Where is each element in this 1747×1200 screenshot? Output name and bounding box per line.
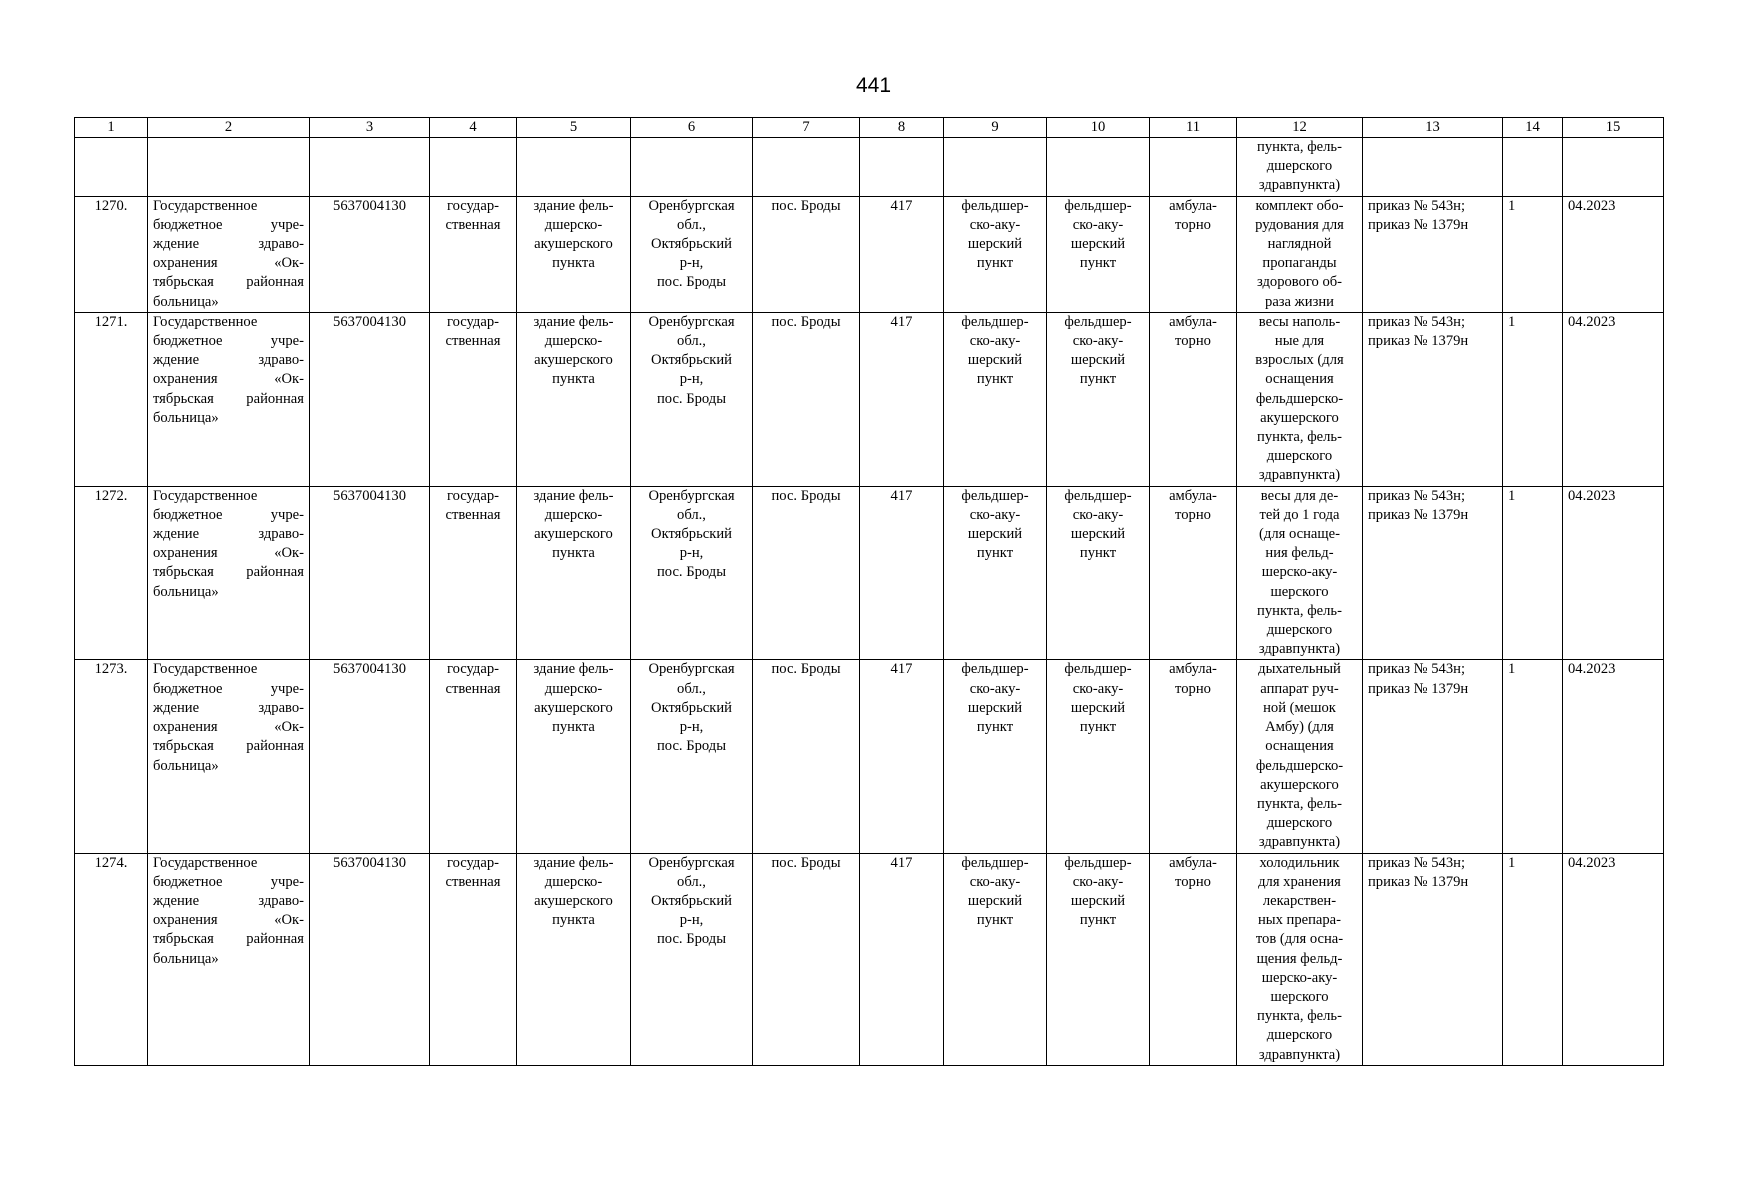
cell-code: 417 xyxy=(860,486,944,660)
cell-building: здание фель- дшерско- акушерского пункта xyxy=(533,197,614,272)
cell-unit-type-2: фельдшер- ско-аку- шерский пункт xyxy=(1064,313,1132,388)
col-header-8: 8 xyxy=(860,118,944,138)
cell-qty: 1 xyxy=(1503,853,1563,1065)
cell-unit-type: фельдшер- ско-аку- шерский пункт xyxy=(961,197,1029,272)
cell-unit-type-2: фельдшер- ско-аку- шерский пункт xyxy=(1064,197,1132,272)
cell-orders: приказ № 543н; приказ № 1379н xyxy=(1368,313,1469,350)
registry-table xyxy=(74,117,1664,1066)
col-header-2: 2 xyxy=(148,118,310,138)
cell-care: амбула- торно xyxy=(1169,661,1217,697)
cell-date: 04.2023 xyxy=(1563,660,1664,853)
cell-locality: пос. Броды xyxy=(753,660,860,853)
cell-org: Государственное бюджетное учре-ждение здраво-охранения «Ок-тябрьская районная больница» xyxy=(148,486,310,660)
cell-ownership: государ- ственная xyxy=(445,854,501,890)
cell-date: 04.2023 xyxy=(1563,486,1664,660)
col-header-15: 15 xyxy=(1563,118,1664,138)
col-header-1: 1 xyxy=(75,118,148,138)
cell-equipment: дыхательный аппарат руч- ной (мешок Амбу) (для оснащения фельдшерско- акушерского пункта, фель- дшерского здравпункта) xyxy=(1255,661,1344,851)
cell-locality: пос. Броды xyxy=(753,486,860,660)
cell-inn: 5637004130 xyxy=(310,196,430,312)
cell-unit-type-2: фельдшер- ско-аку- шерский пункт xyxy=(1064,487,1132,562)
cell-address: Оренбургская обл., Октябрьский р-н, пос. Броды xyxy=(648,197,735,291)
cell-unit-type: фельдшер- ско-аку- шерский пункт xyxy=(961,661,1029,736)
cell-num: 1273. xyxy=(75,660,148,853)
cell-locality: пос. Броды xyxy=(753,312,860,486)
table-row xyxy=(75,660,1664,853)
cell-unit-type-2: фельдшер- ско-аку- шерский пункт xyxy=(1064,661,1132,736)
cell-equipment: весы для де- тей до 1 года (для оснаще- ния фельд- шерско-аку- шерского пункта, фель- дшерского здравпункта) xyxy=(1257,487,1342,658)
cell-orders: приказ № 543н; приказ № 1379н xyxy=(1368,197,1469,233)
cell-address: Оренбургская обл., Октябрьский р-н, пос. Броды xyxy=(648,487,735,581)
cell-locality: пос. Броды xyxy=(753,196,860,312)
cell-qty: 1 xyxy=(1503,486,1563,660)
cell-ownership: государ- ственная xyxy=(445,487,501,523)
col-header-10: 10 xyxy=(1047,118,1150,138)
cell-num: 1270. xyxy=(75,196,148,312)
cell-inn: 5637004130 xyxy=(310,312,430,486)
cell-unit-type: фельдшер- ско-аку- шерский пункт xyxy=(961,313,1029,388)
col-header-3: 3 xyxy=(310,118,430,138)
cell-code: 417 xyxy=(860,312,944,486)
cell-building: здание фель- дшерско- акушерского пункта xyxy=(533,487,614,562)
cell-building: здание фель- дшерско- акушерского пункта xyxy=(533,854,614,929)
cell-org: Государственное бюджетное учре-ждение здраво-охранения «Ок-тябрьская районная больница» xyxy=(148,660,310,853)
col-header-4: 4 xyxy=(430,118,517,138)
cell-inn: 5637004130 xyxy=(310,660,430,853)
col-header-14: 14 xyxy=(1503,118,1563,138)
cell-num: 1271. xyxy=(75,312,148,486)
col-header-11: 11 xyxy=(1150,118,1237,138)
cell-unit-type-2: фельдшер- ско-аку- шерский пункт xyxy=(1064,854,1132,929)
cell-code: 417 xyxy=(860,196,944,312)
table-row xyxy=(75,486,1664,660)
cell-unit-type: фельдшер- ско-аку- шерский пункт xyxy=(961,487,1029,562)
cell-care: амбула- торно xyxy=(1169,854,1217,890)
table-row xyxy=(75,853,1664,1065)
cell-equipment: холодильник для хранения лекарствен- ных препара- тов (для осна- щения фельд- шерско-аку- шерского пункта, фель- дшерского здравпункта) xyxy=(1255,854,1344,1063)
cell-ownership: государ- ственная xyxy=(445,661,501,697)
cell-code: 417 xyxy=(860,660,944,853)
cell-care: амбула- торно xyxy=(1169,197,1217,233)
cell-orders: приказ № 543н; приказ № 1379н xyxy=(1368,854,1469,890)
cell-ownership: государ- ственная xyxy=(445,313,501,350)
cell-inn: 5637004130 xyxy=(310,486,430,660)
cell-ownership: государ- ственная xyxy=(445,197,501,233)
continuation-row xyxy=(75,138,1664,197)
table-row xyxy=(75,312,1664,486)
cell-code: 417 xyxy=(860,853,944,1065)
col-header-7: 7 xyxy=(753,118,860,138)
header-row xyxy=(75,118,1664,138)
cell-qty: 1 xyxy=(1503,312,1563,486)
cell-qty: 1 xyxy=(1503,196,1563,312)
cell-address: Оренбургская обл., Октябрьский р-н, пос. Броды xyxy=(648,661,735,755)
cell-address: Оренбургская обл., Октябрьский р-н, пос. Броды xyxy=(648,854,735,948)
cell-num: 1274. xyxy=(75,853,148,1065)
cell-orders: приказ № 543н; приказ № 1379н xyxy=(1368,661,1469,697)
cell-org: Государственное бюджетное учре-ждение здраво-охранения «Ок-тябрьская районная больница» xyxy=(148,853,310,1065)
cell-num: 1272. xyxy=(75,486,148,660)
col-header-9: 9 xyxy=(944,118,1047,138)
cell-date: 04.2023 xyxy=(1563,853,1664,1065)
cell-building: здание фель- дшерско- акушерского пункта xyxy=(533,661,614,736)
cell-inn: 5637004130 xyxy=(310,853,430,1065)
cell-org: Государственное бюджетное учре-ждение здраво-охранения «Ок-тябрьская районная больница» xyxy=(148,196,310,312)
col-header-12: 12 xyxy=(1237,118,1363,138)
col-header-5: 5 xyxy=(517,118,631,138)
cell-address: Оренбургская обл., Октябрьский р-н, пос. Броды xyxy=(648,313,735,407)
cell-equipment: весы наполь- ные для взрослых (для оснащения фельдшерско- акушерского пункта, фель- дшерского здравпункта) xyxy=(1255,313,1344,484)
table-row xyxy=(75,196,1664,312)
cell-equipment: комплект обо- рудования для наглядной пропаганды здорового об- раза жизни xyxy=(1255,197,1344,310)
cell-qty: 1 xyxy=(1503,660,1563,853)
cell-org: Государственное бюджетное учре-ждение здраво-охранения «Ок-тябрьская районная больница» xyxy=(148,312,310,486)
cell-care: амбула- торно xyxy=(1169,487,1217,523)
cell-locality: пос. Броды xyxy=(753,853,860,1065)
cell-care: амбула- торно xyxy=(1169,313,1217,350)
col-header-13: 13 xyxy=(1363,118,1503,138)
page-number: 441 xyxy=(855,74,892,97)
col-header-6: 6 xyxy=(631,118,753,138)
cell-date: 04.2023 xyxy=(1563,312,1664,486)
cell-date: 04.2023 xyxy=(1563,196,1664,312)
cell-unit-type: фельдшер- ско-аку- шерский пункт xyxy=(961,854,1029,929)
cell-equipment: пункта, фель- дшерского здравпункта) xyxy=(1257,139,1342,194)
cell-orders: приказ № 543н; приказ № 1379н xyxy=(1368,487,1469,523)
cell-building: здание фель- дшерско- акушерского пункта xyxy=(533,313,614,388)
